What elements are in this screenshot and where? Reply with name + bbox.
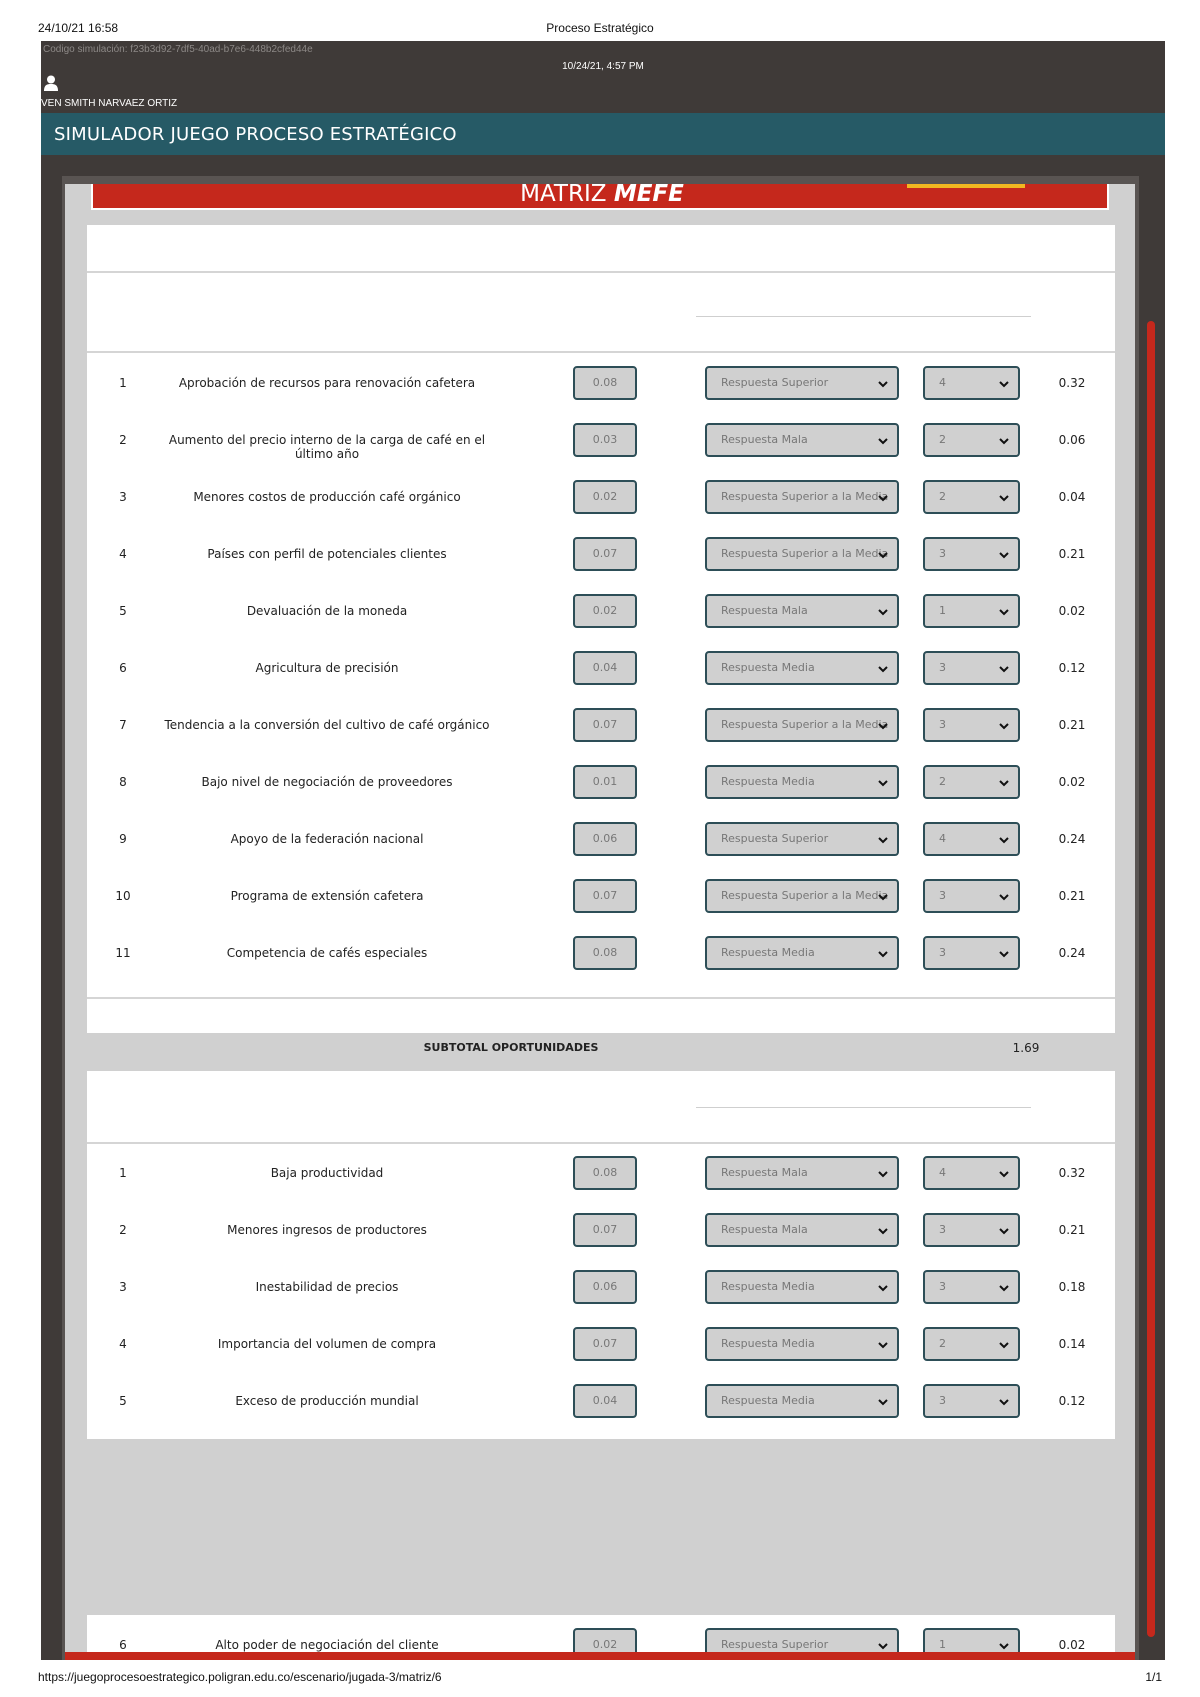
chevron-down-icon [877, 834, 889, 846]
rating-value: 1 [939, 1638, 946, 1651]
factor-description: Exceso de producción mundial [235, 1394, 419, 1408]
factor-description: Países con perfil de potenciales clientes [207, 547, 447, 561]
row-number: 6 [119, 1638, 127, 1652]
print-title: Proceso Estratégico [546, 21, 654, 35]
rating-select[interactable] [923, 936, 1020, 970]
table-row [87, 697, 1115, 754]
weighted-value: 0.12 [1058, 661, 1086, 675]
weighted-value: 0.18 [1058, 1280, 1086, 1294]
response-select[interactable] [705, 936, 899, 970]
rating-value: 3 [939, 1280, 946, 1293]
factor-description: Tendencia a la conversión del cultivo de café orgánico [164, 718, 490, 732]
rating-value: 1 [939, 604, 946, 617]
response-select[interactable] [705, 594, 899, 628]
response-select[interactable] [705, 822, 899, 856]
factor-description: Devaluación de la moneda [246, 604, 408, 618]
row-number: 4 [119, 1337, 127, 1351]
response-value: Respuesta Superior [721, 376, 829, 389]
chevron-down-icon [998, 1640, 1010, 1652]
row-number: 3 [119, 1280, 127, 1294]
table-row [87, 1145, 1115, 1202]
rating-value: 2 [939, 1337, 946, 1350]
weight-input[interactable]: 0.08 [573, 1156, 637, 1190]
factor-description: Apoyo de la federación nacional [230, 832, 424, 846]
table-row [87, 583, 1115, 640]
divider [87, 351, 1115, 353]
response-value: Respuesta Mala [721, 604, 808, 617]
weight-input[interactable]: 0.07 [573, 879, 637, 913]
app-banner [41, 113, 1165, 155]
row-number: 5 [119, 604, 127, 618]
simulation-code: Codigo simulación: f23b3d92-7df5-40ad-b7e6-448b2cfed44e [43, 44, 313, 55]
response-value: Respuesta Superior [721, 1638, 829, 1651]
response-value: Respuesta Media [721, 946, 815, 959]
response-value: Respuesta Superior a la Media [721, 718, 889, 731]
chevron-down-icon [998, 435, 1010, 447]
subtotal-label: SUBTOTAL OPORTUNIDADES [423, 1041, 599, 1054]
chevron-down-icon [998, 948, 1010, 960]
print-header [0, 0, 1200, 40]
rating-value: 3 [939, 547, 946, 560]
rating-select[interactable] [923, 594, 1020, 628]
threats-card [87, 1071, 1115, 1439]
response-select[interactable] [705, 1156, 899, 1190]
response-value: Respuesta Superior a la Media [721, 547, 889, 560]
rating-value: 3 [939, 661, 946, 674]
chevron-down-icon [998, 777, 1010, 789]
response-value: Respuesta Mala [721, 1166, 808, 1179]
rating-select[interactable] [923, 1270, 1020, 1304]
response-value: Respuesta Mala [721, 433, 808, 446]
response-select[interactable] [705, 651, 899, 685]
weighted-value: 0.32 [1058, 1166, 1086, 1180]
rating-value: 3 [939, 718, 946, 731]
opportunities-card [87, 225, 1115, 1033]
factor-description: Alto poder de negociación del cliente [215, 1638, 439, 1652]
response-select[interactable] [705, 537, 899, 571]
response-value: Respuesta Superior a la Media [721, 889, 889, 902]
chevron-down-icon [877, 1168, 889, 1180]
weighted-value: 0.21 [1058, 547, 1086, 561]
table-row [87, 1316, 1115, 1373]
weighted-value: 0.02 [1058, 604, 1086, 618]
weighted-value: 0.06 [1058, 433, 1086, 447]
row-number: 11 [115, 946, 131, 960]
top-bar [41, 41, 1165, 113]
weighted-value: 0.24 [1058, 832, 1086, 846]
factor-description: Bajo nivel de negociación de proveedores [201, 775, 453, 789]
weighted-value: 0.04 [1058, 490, 1086, 504]
chevron-down-icon [998, 720, 1010, 732]
weighted-value: 0.14 [1058, 1337, 1086, 1351]
header-underline [696, 316, 1031, 317]
factor-description: Aumento del precio interno de la carga de café en el último año [168, 433, 486, 461]
response-select[interactable] [705, 366, 899, 400]
response-select[interactable] [705, 1384, 899, 1418]
response-value: Respuesta Media [721, 661, 815, 674]
chevron-down-icon [877, 1282, 889, 1294]
response-value: Respuesta Media [721, 1394, 815, 1407]
weight-input[interactable]: 0.02 [573, 594, 637, 628]
weight-input[interactable]: 0.07 [573, 1327, 637, 1361]
response-select[interactable] [705, 1213, 899, 1247]
table-row [87, 526, 1115, 583]
rating-value: 4 [939, 1166, 946, 1179]
table-row [87, 1202, 1115, 1259]
factor-description: Baja productividad [270, 1166, 384, 1180]
chevron-down-icon [877, 435, 889, 447]
weight-input[interactable]: 0.06 [573, 822, 637, 856]
response-value: Respuesta Media [721, 1280, 815, 1293]
print-url: https://juegoprocesoestrategico.poligran.edu.co/escenario/jugada-3/matriz/6 [38, 1670, 442, 1684]
rating-select[interactable] [923, 879, 1020, 913]
weighted-value: 0.12 [1058, 1394, 1086, 1408]
response-select[interactable] [705, 480, 899, 514]
weighted-value: 0.02 [1058, 775, 1086, 789]
weighted-value: 0.24 [1058, 946, 1086, 960]
rating-value: 3 [939, 1223, 946, 1236]
rating-select[interactable] [923, 480, 1020, 514]
table-row [87, 355, 1115, 412]
response-value: Respuesta Mala [721, 1223, 808, 1236]
factor-description: Agricultura de precisión [255, 661, 399, 675]
table-row [87, 868, 1115, 925]
weighted-value: 0.32 [1058, 376, 1086, 390]
print-page: 1/1 [1145, 1670, 1162, 1684]
print-datetime: 24/10/21 16:58 [38, 21, 119, 35]
weight-input[interactable]: 0.08 [573, 366, 637, 400]
chevron-down-icon [998, 378, 1010, 390]
table-row [87, 754, 1115, 811]
row-number: 4 [119, 547, 127, 561]
weight-input[interactable]: 0.07 [573, 708, 637, 742]
chevron-down-icon [998, 1225, 1010, 1237]
response-value: Respuesta Media [721, 775, 815, 788]
response-value: Respuesta Superior [721, 832, 829, 845]
chevron-down-icon [998, 549, 1010, 561]
chevron-down-icon [877, 663, 889, 675]
response-select[interactable] [705, 765, 899, 799]
factor-description: Menores ingresos de productores [227, 1223, 427, 1237]
row-number: 5 [119, 1394, 127, 1408]
chevron-down-icon [998, 663, 1010, 675]
response-select[interactable] [705, 1327, 899, 1361]
row-number: 3 [119, 490, 127, 504]
rating-value: 2 [939, 775, 946, 788]
divider [87, 271, 1115, 273]
response-select[interactable] [705, 1270, 899, 1304]
rating-select[interactable] [923, 423, 1020, 457]
weight-input[interactable]: 0.01 [573, 765, 637, 799]
row-number: 7 [119, 718, 127, 732]
table-row [87, 1259, 1115, 1316]
weight-input[interactable]: 0.03 [573, 423, 637, 457]
weight-input[interactable]: 0.07 [573, 1213, 637, 1247]
chevron-down-icon [877, 378, 889, 390]
chevron-down-icon [998, 1168, 1010, 1180]
weight-input[interactable]: 0.06 [573, 1270, 637, 1304]
table-row [87, 412, 1115, 469]
chevron-down-icon [877, 948, 889, 960]
rating-select[interactable] [923, 822, 1020, 856]
rating-value: 4 [939, 376, 946, 389]
row-number: 10 [115, 889, 131, 903]
response-select[interactable] [705, 879, 899, 913]
divider [87, 1142, 1115, 1144]
rating-select[interactable] [923, 1213, 1020, 1247]
rating-select[interactable] [923, 1384, 1020, 1418]
weight-input[interactable]: 0.02 [573, 1628, 637, 1660]
row-number: 9 [119, 832, 127, 846]
rating-value: 3 [939, 1394, 946, 1407]
weight-input[interactable]: 0.04 [573, 651, 637, 685]
response-value: Respuesta Media [721, 1337, 815, 1350]
rating-select[interactable] [923, 708, 1020, 742]
matrix-title-plain: MATRIZ [520, 181, 614, 207]
weight-input[interactable]: 0.08 [573, 936, 637, 970]
row-number: 6 [119, 661, 127, 675]
chevron-down-icon [877, 1225, 889, 1237]
factor-description: Importancia del volumen de compra [217, 1337, 437, 1351]
rating-select[interactable] [923, 366, 1020, 400]
response-select[interactable] [705, 708, 899, 742]
weighted-value: 0.02 [1058, 1638, 1086, 1652]
chevron-down-icon [998, 834, 1010, 846]
factor-description: Menores costos de producción café orgánico [193, 490, 461, 504]
simulation-date: 10/24/21, 4:57 PM [562, 61, 644, 72]
rating-value: 2 [939, 490, 946, 503]
weighted-value: 0.21 [1058, 718, 1086, 732]
weight-input[interactable]: 0.07 [573, 537, 637, 571]
row-number: 2 [119, 433, 127, 447]
chevron-down-icon [998, 891, 1010, 903]
rating-select[interactable] [923, 1156, 1020, 1190]
rating-select[interactable] [923, 1327, 1020, 1361]
row-number: 1 [119, 376, 127, 390]
factor-description: Competencia de cafés especiales [226, 946, 428, 960]
weighted-value: 0.21 [1058, 889, 1086, 903]
chevron-down-icon [998, 1396, 1010, 1408]
table-row [87, 1373, 1115, 1430]
chevron-down-icon [998, 1282, 1010, 1294]
chevron-down-icon [877, 777, 889, 789]
response-select[interactable] [705, 423, 899, 457]
chevron-down-icon [877, 1640, 889, 1652]
weighted-value: 0.21 [1058, 1223, 1086, 1237]
scrollbar[interactable] [1147, 321, 1155, 1637]
response-value: Respuesta Superior a la Media [721, 490, 889, 503]
chevron-down-icon [877, 1339, 889, 1351]
app-window [41, 41, 1165, 1660]
chevron-down-icon [998, 606, 1010, 618]
chevron-down-icon [877, 606, 889, 618]
app-title: SIMULADOR JUEGO PROCESO ESTRATÉGICO [54, 124, 457, 145]
rating-select[interactable] [923, 765, 1020, 799]
print-footer [0, 1670, 1200, 1690]
chevron-down-icon [877, 492, 889, 504]
rating-value: 2 [939, 433, 946, 446]
chevron-down-icon [877, 891, 889, 903]
weight-input[interactable]: 0.04 [573, 1384, 637, 1418]
factor-description: Aprobación de recursos para renovación cafetera [178, 376, 476, 390]
row-number: 2 [119, 1223, 127, 1237]
weight-input[interactable]: 0.02 [573, 480, 637, 514]
chevron-down-icon [998, 1339, 1010, 1351]
factor-description: Inestabilidad de precios [255, 1280, 399, 1294]
rating-value: 4 [939, 832, 946, 845]
rating-value: 3 [939, 889, 946, 902]
rating-select[interactable] [923, 651, 1020, 685]
row-number: 1 [119, 1166, 127, 1180]
factor-description: Programa de extensión cafetera [230, 889, 424, 903]
user-icon[interactable] [44, 75, 58, 91]
bottom-bar [65, 1652, 1135, 1660]
chevron-down-icon [877, 720, 889, 732]
table-row [87, 811, 1115, 868]
divider [87, 997, 1115, 999]
matrix-title-emphasis: MEFE [613, 181, 684, 207]
table-row [87, 469, 1115, 526]
header-underline [696, 1107, 1031, 1108]
row-number: 8 [119, 775, 127, 789]
table-row [87, 925, 1115, 982]
chevron-down-icon [877, 549, 889, 561]
chevron-down-icon [877, 1396, 889, 1408]
rating-select[interactable] [923, 537, 1020, 571]
user-name: VEN SMITH NARVAEZ ORTIZ [41, 98, 178, 109]
table-row [87, 640, 1115, 697]
chevron-down-icon [998, 492, 1010, 504]
rating-value: 3 [939, 946, 946, 959]
accent-tab[interactable] [907, 184, 1025, 188]
subtotal-value: 1.69 [1012, 1041, 1040, 1055]
